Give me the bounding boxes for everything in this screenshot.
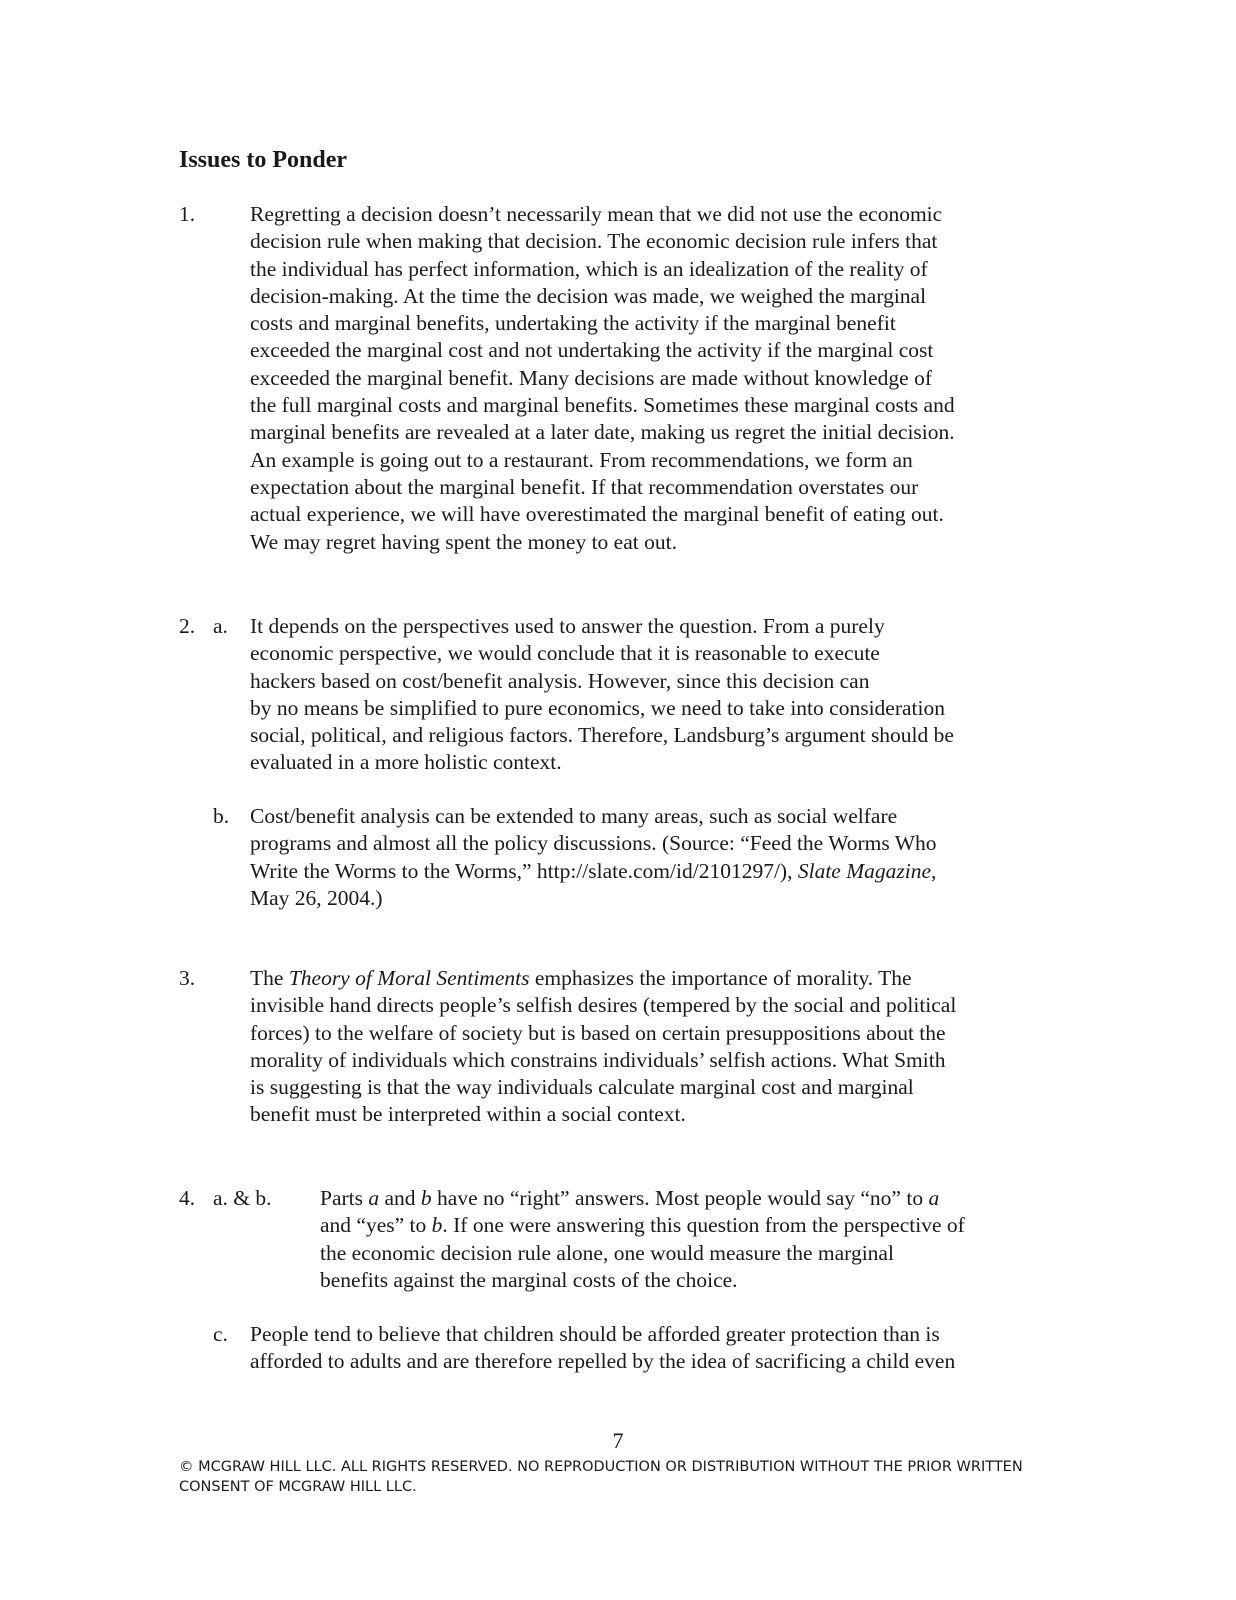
item-text: The Theory of Moral Sentiments emphasizes the importance of morality. The invisible hand directs people’s selfish desires (tempered by the social and political forces) to the welfare of society but is based on certain presuppositions about the morality of individuals which constrains individuals’ selfish actions. What Smith is suggesting is that the way individuals calculate marginal cost and marginal benefit must be interpreted within a social context. xyxy=(250,966,957,1127)
item-text: Regretting a decision doesn’t necessarily mean that we did not use the economic decision rule when making that decision. The economic decision rule infers that the individual has perfect information, which is an idealization of the reality of decision-making. At the time the decision was made, we weighed the marginal costs and marginal benefits, undertaking the activity if the marginal benefit exceeded the marginal cost and not undertaking the activity if the marginal cost exceeded the marginal benefit. Many decisions are made without knowledge of the full marginal costs and marginal benefits. Sometimes these marginal costs and marginal benefits are revealed at a later date, making us regret the initial decision. An example is going out to a restaurant. From recommendations, we form an expectation about the marginal benefit. If that recommendation overstates our actual experience, we will have overestimated the marginal benefit of eating out. We may regret having spent the money to eat out. xyxy=(250,202,955,554)
item-sub-label: a. & b. xyxy=(213,1186,272,1210)
item-text: People tend to believe that children should be afforded greater protection than is afforded to adults and are therefore repelled by the idea of sacrificing a child even xyxy=(250,1322,956,1374)
section-heading: Issues to Ponder xyxy=(179,147,348,173)
item-sub-label: c. xyxy=(213,1322,228,1346)
book-title: Theory of Moral Sentiments xyxy=(288,966,530,990)
item-number: 4. xyxy=(179,1186,196,1210)
item-number: 3. xyxy=(179,966,196,990)
item-text: Cost/benefit analysis can be extended to many areas, such as social welfare programs and almost all the policy discussions. (Source: “Feed the Worms Who Write the Worms to the Worms,” http://slate.com/id/2101297/), Slate Magazine, May 26, 2004.) xyxy=(250,804,937,910)
item-number: 2. xyxy=(179,614,196,638)
item-text: It depends on the perspectives used to answer the question. From a purely economic perspective, we would conclude that it is reasonable to execute hackers based on cost/benefit analysis. However, since this decision can by no means be simplified to pure economics, we need to take into consideration social, political, and religious factors. Therefore, Landsburg’s argument should be evaluated in a more holistic context. xyxy=(250,614,954,775)
page-number: 7 xyxy=(612,1428,624,1453)
item-text: Parts a and b have no “right” answers. Most people would say “no” to a and “yes” to b. If one were answering this question from the perspective of the economic decision rule alone, one would measure the marginal benefits against the marginal costs of the choice. xyxy=(320,1186,965,1292)
item-sub-label: b. xyxy=(213,804,230,828)
publication-title: Slate Magazine xyxy=(797,858,932,883)
item-sub-label: a. xyxy=(213,614,228,638)
item-number: 1. xyxy=(179,202,196,226)
copyright-footer: © MCGRAW HILL LLC. ALL RIGHTS RESERVED. NO REPRODUCTION OR DISTRIBUTION WITHOUT THE PRIOR WRITTEN CONSENT OF MCGRAW HILL LLC. xyxy=(179,1459,1023,1495)
